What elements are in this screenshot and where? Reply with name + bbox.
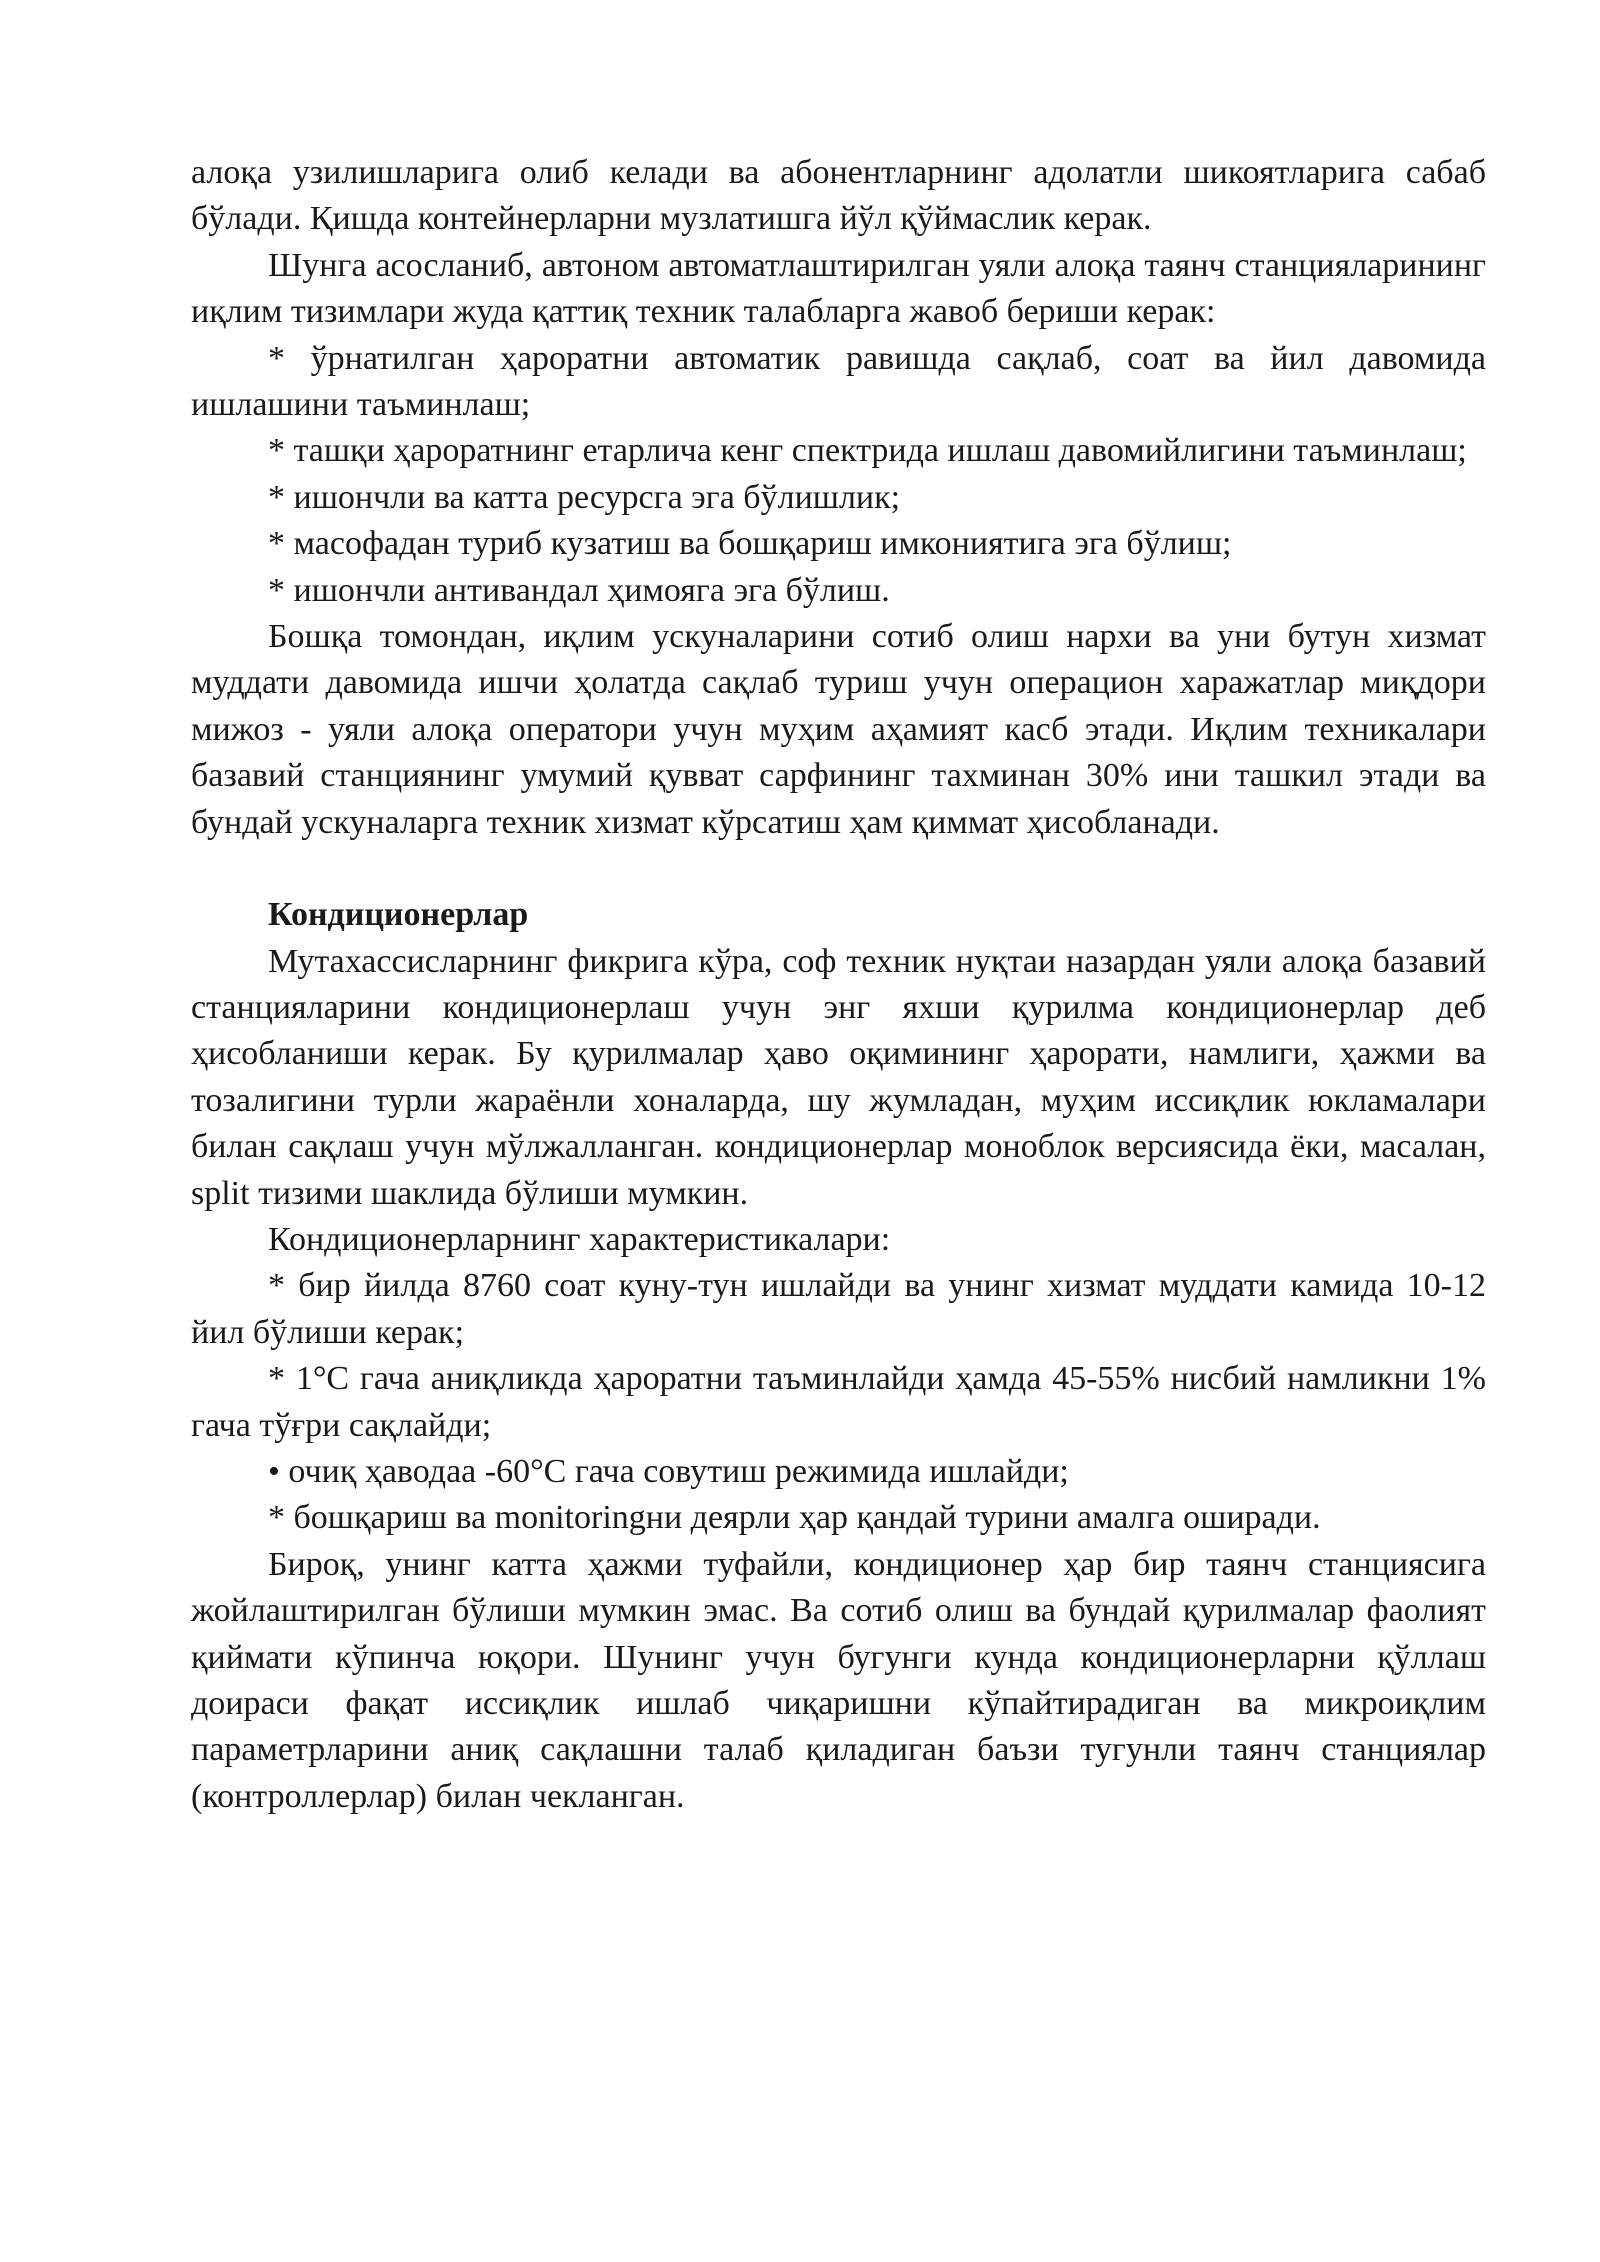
characteristic-item-1: * бир йилда 8760 соат куну-тун ишлайди ва унинг хизмат муддати камида 10-12 йил бўлиши керак; xyxy=(191,1267,1486,1351)
paragraph-air-conditioners: Мутахассисларнинг фикрига кўра, соф техник нуқтаи назардан уяли алоқа базавий станцияларини кондиционерлаш учун энг яхши қурилма кондиционерлар деб ҳисобланиши керак. Бу қурилмалар ҳаво оқимининг ҳарорати, намлиги, ҳажми ва тозалигини турли жараёнли хоналарда, шу жумладан, муҳим иссиқлик юкламалари билан сақлаш учун мўлжалланган. кондиционерлар моноблок версиясида ёки, масалан, split тизими шаклида бўлиши мумкин. xyxy=(191,942,1486,1212)
characteristic-item-3: • очиқ ҳаводаа -60°C гача совутиш режимида ишлайди; xyxy=(268,1452,1069,1490)
section-heading: Кондиционерлар xyxy=(268,896,529,934)
requirement-item-2: * ташқи ҳароратнинг етарлича кенг спектрида ишлаш давомийлигини таъминлаш; xyxy=(268,432,1467,470)
requirement-item-4: * масофадан туриб кузатиш ва бошқариш имкониятига эга бўлиш; xyxy=(268,525,1232,563)
paragraph-limitations: Бироқ, унинг катта ҳажми туфайли, кондиционер ҳар бир таянч станциясига жойлаштирилган бўлиши мумкин эмас. Ва сотиб олиш ва бундай қурилмалар фаолият қиймати кўпинча юқори. Шунинг учун бугунги кунда кондиционерларни қўллаш доираси фақат иссиқлик ишлаб чиқаришни кўпайтирадиган ва микроиқлим параметрларини аниқ сақлашни талаб қиладиган баъзи тугунли таянч станциялар (контроллерлар) билан чекланган. xyxy=(191,1545,1486,1815)
paragraph-continuation: алоқа узилишларига олиб келади ва абонентларнинг адолатли шикоятларига сабаб бўлади. Қишда контейнерларни музлатишга йўл қўймаслик керак. xyxy=(191,154,1486,238)
paragraph-characteristics-intro: Кондиционерларнинг характеристикалари: xyxy=(268,1220,891,1258)
characteristic-item-4: * бошқариш ва monitoringни деярли ҳар қандай турини амалга оширади. xyxy=(268,1499,1321,1537)
paragraph-costs: Бошқа томондан, иқлим ускуналарини сотиб олиш нархи ва уни бутун хизмат муддати давомида ишчи ҳолатда сақлаб туриш учун операцион харажатлар миқдори мижоз - уяли алоқа оператори учун муҳим аҳамият касб этади. Иқлим техникалари базавий станциянинг умумий қувват сарфининг тахминан 30% ини ташкил этади ва бундай ускуналарга техник хизмат кўрсатиш ҳам қиммат ҳисобланади. xyxy=(191,618,1486,841)
requirement-item-5: * ишончли антивандал ҳимояга эга бўлиш. xyxy=(268,571,890,609)
characteristic-item-2: * 1°C гача аниқликда ҳароратни таъминлайди ҳамда 45-55% нисбий намликни 1% гача тўғри сақлайди; xyxy=(191,1360,1486,1444)
paragraph-requirements-intro: Шунга асосланиб, автоном автоматлаштирилган уяли алоқа таянч станцияларининг иқлим тизимлари жуда қаттиқ техник талабларга жавоб бериши керак: xyxy=(191,246,1486,331)
document-page xyxy=(191,150,1486,1820)
requirement-item-3: * ишончли ва катта ресурсга эга бўлишлик; xyxy=(268,478,901,516)
requirement-item-1: * ўрнатилган ҳароратни автоматик равишда сақлаб, соат ва йил давомида ишлашини таъминлаш; xyxy=(191,339,1486,424)
